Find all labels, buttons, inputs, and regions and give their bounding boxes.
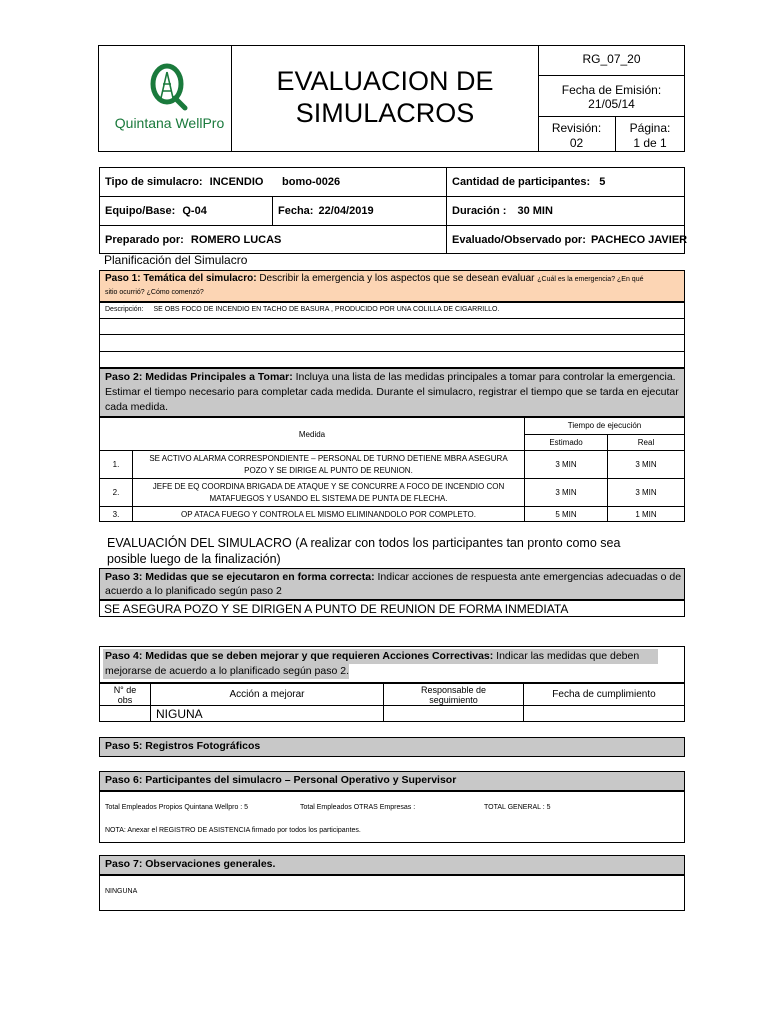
paso3-label: Paso 3: Medidas que se ejecutaron en forma correcta: — [105, 571, 375, 583]
medidas-table — [99, 417, 685, 522]
evaluacion-line2: posible luego de la finalización) — [107, 552, 281, 566]
paso2-text-1: Incluya una lista de las medidas principales a tomar para controlar la emergencia. — [295, 371, 676, 383]
paso7-label: Paso 7: Observaciones generales. — [105, 858, 276, 870]
observaciones-text: NINGUNA — [105, 888, 138, 895]
col-estimado-header: Estimado — [525, 434, 608, 451]
info-hline-1 — [99, 196, 685, 197]
acciones-table — [99, 683, 685, 722]
info-vline-1 — [446, 167, 447, 254]
total-general: TOTAL GENERAL : 5 — [484, 804, 551, 811]
medida-estimado: 3 MIN — [525, 479, 608, 507]
pagina-value: 1 de 1 — [633, 136, 667, 150]
medida-estimado: 5 MIN — [525, 507, 608, 522]
accion-fecha-cell — [524, 706, 685, 722]
medida-row — [100, 479, 685, 507]
medida-real: 3 MIN — [608, 479, 685, 507]
paso2-text-2: Estimar el tiempo necesario para completar cada medida. Durante el simulacro, registrar el tiempo que se tarda en ejecutar — [105, 386, 679, 398]
medida-text — [133, 507, 525, 522]
col-real-header: Real — [608, 434, 685, 451]
header-hline-2 — [538, 116, 685, 117]
planificacion-title: Planificación del Simulacro — [104, 253, 248, 267]
tipo-simulacro-field — [105, 176, 263, 188]
company-logo — [145, 62, 193, 112]
paso1-description — [105, 306, 499, 313]
col-num-obs-header — [100, 684, 151, 706]
paso7-body — [99, 875, 685, 911]
info-vline-2 — [272, 196, 273, 225]
cantidad-field — [452, 176, 605, 188]
equipo-label: Equipo/Base: — [105, 205, 176, 217]
medida-row — [100, 507, 685, 522]
fecha-value: 22/04/2019 — [318, 205, 374, 217]
medida-num: 3. — [100, 507, 133, 522]
col-responsable-line2: seguimiento — [429, 694, 478, 705]
paso4-text-1: Indicar las medidas que deben — [496, 650, 640, 662]
header-hline-1 — [538, 75, 685, 76]
paso1-question-a: ¿Cuál es la emergencia? ¿En qué — [537, 276, 644, 283]
logo-text: Quintana WellPro — [114, 115, 225, 131]
fecha-emision-label: Fecha de Emisión: — [561, 83, 662, 97]
accion-num-cell — [100, 706, 151, 722]
paso4-line1 — [105, 650, 639, 662]
medida-real: 1 MIN — [608, 507, 685, 522]
medida-text-line1: JEFE DE EQ COORDINA BRIGADA DE ATAQUE Y SE CONCURRE A FOCO DE INCENDIO CON — [152, 481, 505, 491]
paso1-hline-2 — [99, 334, 685, 335]
medida-text-line1: OP ATACA FUEGO Y CONTROLA EL MISMO ELIMINANDOLO POR COMPLETO. — [181, 509, 476, 519]
equipo-value: Q-04 — [182, 205, 207, 217]
tipo-label: Tipo de simulacro: — [105, 176, 203, 188]
paso2-line1 — [105, 371, 676, 383]
tipo-code: bomo-0026 — [282, 176, 341, 188]
descripcion-value: SE OBS FOCO DE INCENDIO EN TACHO DE BASURA , PRODUCIDO POR UNA COLILLA DE CIGARRILLO. — [153, 306, 500, 313]
paso2-label: Paso 2: Medidas Principales a Tomar: — [105, 371, 293, 383]
evaluacion-line1: EVALUACIÓN DEL SIMULACRO (A realizar con todos los participantes tan pronto como sea — [107, 536, 621, 550]
fecha-label: Fecha: — [278, 205, 314, 217]
medida-real: 3 MIN — [608, 451, 685, 479]
paso1-label: Paso 1: Temática del simulacro: — [105, 273, 257, 284]
fecha-emision-value: 21/05/14 — [588, 97, 635, 111]
col-responsable-line1: Responsable de — [420, 684, 487, 695]
tipo-value: INCENDIO — [209, 176, 264, 188]
pagina-label: Página: — [629, 121, 671, 135]
paso6-label: Paso 6: Participantes del simulacro – Personal Operativo y Supervisor — [105, 774, 457, 786]
accion-text-cell: NIGUNA — [151, 706, 384, 722]
col-responsable-header — [384, 684, 524, 706]
info-hline-2 — [99, 225, 685, 226]
medida-text-line2: MATAFUEGOS Y USANDO EL SISTEMA DE PUNTA DE FLECHA. — [209, 493, 448, 503]
paso3-text-2: acuerdo a lo planificado según paso 2 — [105, 585, 282, 597]
evaluado-value: PACHECO JAVIER — [590, 234, 688, 246]
col-num-obs-line1: N° de — [113, 684, 137, 695]
paso3-answer: SE ASEGURA POZO Y SE DIRIGEN A PUNTO DE REUNION DE FORMA INMEDIATA — [104, 602, 569, 616]
revision-value: 02 — [569, 136, 584, 150]
preparado-label: Preparado por: — [105, 234, 184, 246]
paso4-text-2: mejorarse de acuerdo a lo planificado según paso 2. — [105, 665, 349, 677]
medida-num: 1. — [100, 451, 133, 479]
equipo-field — [105, 205, 207, 217]
paso4-label: Paso 4: Medidas que se deben mejorar y que requieren Acciones Correctivas: — [105, 650, 494, 662]
col-accion-header: Acción a mejorar — [151, 684, 384, 706]
col-num-obs-line2: obs — [117, 694, 133, 705]
medida-text — [133, 451, 525, 479]
paso6-body — [99, 791, 685, 843]
accion-responsable-cell — [384, 706, 524, 722]
medida-text — [133, 479, 525, 507]
col-medida-header: Medida — [100, 418, 525, 451]
total-empleados-otras: Total Empleados OTRAS Empresas : — [300, 804, 416, 811]
paso1-text-line1 — [105, 273, 683, 284]
descripcion-label: Descripción: — [105, 306, 144, 313]
medida-text-line1: SE ACTIVO ALARMA CORRESPONDIENTE – PERSONAL DE TURNO DETIENE MBRA ASEGURA — [149, 453, 508, 463]
nota-registro: NOTA: Anexar el REGISTRO DE ASISTENCIA firmado por todos los participantes. — [105, 827, 361, 834]
evaluado-label: Evaluado/Observado por: — [452, 234, 586, 246]
duracion-value: 30 MIN — [517, 205, 553, 217]
paso3-text-1: Indicar acciones de respuesta ante emergencias adecuadas o de — [377, 571, 682, 583]
cantidad-value: 5 — [599, 176, 606, 188]
medida-text-line2: POZO Y SE DIRIGE AL PUNTO DE REUNION. — [244, 465, 413, 475]
accion-row — [100, 706, 685, 722]
medida-row — [100, 451, 685, 479]
document-title-line2: SIMULACROS — [295, 98, 475, 128]
document-code: RG_07_20 — [582, 52, 641, 66]
paso2-text-3: cada medida. — [105, 401, 169, 413]
paso1-question-b: sitio ocurrió? ¿Cómo comenzó? — [105, 289, 204, 296]
preparado-field — [105, 234, 281, 246]
duracion-field — [452, 205, 553, 217]
fecha-field — [278, 205, 374, 217]
duracion-label: Duración : — [452, 205, 507, 217]
evaluado-field — [452, 234, 687, 246]
paso5-label: Paso 5: Registros Fotográficos — [105, 740, 261, 752]
paso1-hline-1 — [99, 318, 685, 319]
preparado-value: ROMERO LUCAS — [190, 234, 282, 246]
paso1-hline-3 — [99, 351, 685, 352]
col-fecha-cumplimiento-header: Fecha de cumplimiento — [524, 684, 685, 706]
document-title-line1: EVALUACION DE — [276, 66, 494, 96]
medida-num: 2. — [100, 479, 133, 507]
paso3-line1 — [105, 571, 681, 583]
cantidad-label: Cantidad de participantes: — [452, 176, 591, 188]
total-empleados-propios: Total Empleados Propios Quintana Wellpro : 5 — [105, 804, 249, 811]
logo-q-icon — [145, 62, 193, 112]
revision-label: Revisión: — [551, 121, 602, 135]
col-tiempo-header: Tiempo de ejecución — [525, 418, 685, 435]
paso1-text: Describir la emergencia y los aspectos que se desean evaluar — [259, 273, 535, 284]
medida-estimado: 3 MIN — [525, 451, 608, 479]
